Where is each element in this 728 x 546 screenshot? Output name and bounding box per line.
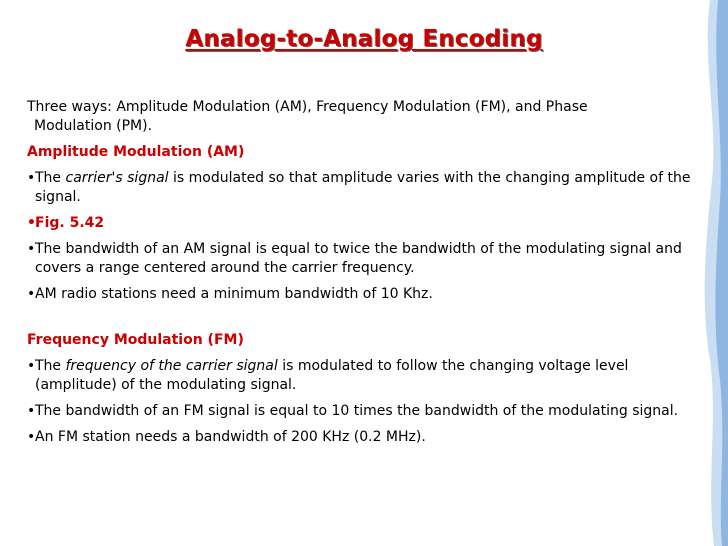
decorative-wave xyxy=(688,0,728,546)
bullet-icon: • xyxy=(27,286,36,302)
am-heading: Amplitude Modulation (AM) xyxy=(27,144,245,160)
am-b4-text: AM radio stations need a minimum bandwidth of 10 Khz. xyxy=(35,286,433,302)
slide-content xyxy=(27,98,707,454)
fig-reference: Fig. 5.42 xyxy=(35,215,105,231)
am-bullet-4 xyxy=(27,285,707,304)
am-b3-text: The bandwidth of an AM signal is equal to twice the bandwidth of the modulating signal and covers a range centered around the carrier frequency. xyxy=(35,241,682,276)
fm-bullet-1 xyxy=(27,357,707,395)
am-b1-pre: The xyxy=(35,170,66,186)
bullet-icon: • xyxy=(27,403,36,419)
intro-line-2: Modulation (PM). xyxy=(34,118,153,134)
section-gap xyxy=(27,311,707,331)
intro-text xyxy=(27,98,707,136)
am-b1-post: is modulated so that amplitude varies with the changing amplitude of the signal. xyxy=(35,170,691,205)
bullet-icon: • xyxy=(27,170,36,186)
bullet-icon: • xyxy=(27,429,36,445)
fm-b1-pre: The xyxy=(35,358,66,374)
fm-heading: Frequency Modulation (FM) xyxy=(27,332,244,348)
bullet-icon: • xyxy=(27,241,36,257)
fm-bullet-2 xyxy=(27,402,707,421)
fm-b1-post: is modulated to follow the changing voltage level (amplitude) of the modulating signal. xyxy=(35,358,629,393)
bullet-icon: • xyxy=(27,358,36,374)
fm-b1-emphasis: frequency of the carrier signal xyxy=(65,358,278,374)
bullet-icon: • xyxy=(27,215,36,231)
am-bullet-2 xyxy=(27,214,707,233)
am-bullet-3 xyxy=(27,240,707,278)
fm-b2-text: The bandwidth of an FM signal is equal to 10 times the bandwidth of the modulating signal. xyxy=(35,403,679,419)
fm-bullet-3 xyxy=(27,428,707,447)
am-bullet-1 xyxy=(27,169,707,207)
intro-line-1: Three ways: Amplitude Modulation (AM), Frequency Modulation (FM), and Phase xyxy=(27,99,588,115)
fm-b3-text: An FM station needs a bandwidth of 200 KHz (0.2 MHz). xyxy=(35,429,426,445)
slide-title: Analog-to-Analog Encoding xyxy=(185,26,543,52)
am-b1-emphasis: carrier's signal xyxy=(65,170,169,186)
